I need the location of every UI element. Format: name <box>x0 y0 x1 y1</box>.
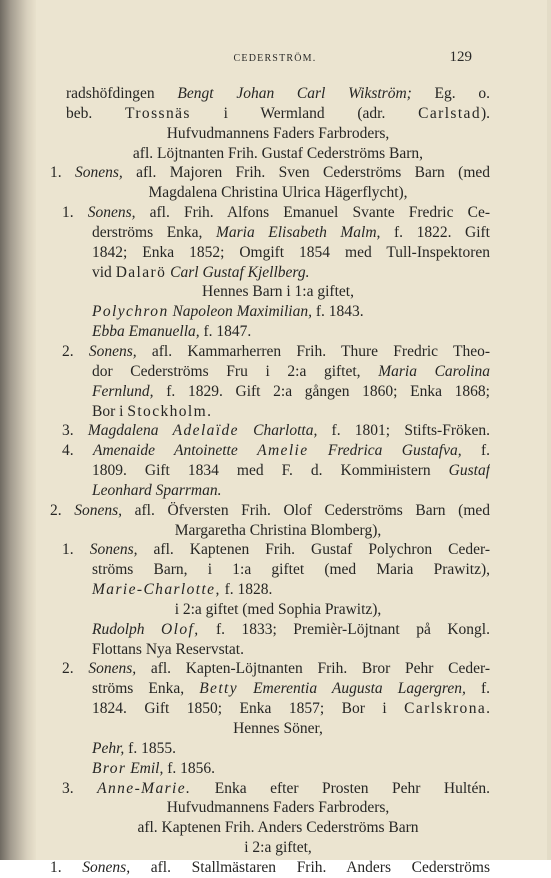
genealogy-text <box>50 84 490 878</box>
text-line: Magdalena Christina Ulrica Hägerflycht), <box>148 184 408 202</box>
text-line: 1842; Enka 1852; Omgift 1854 med Tull-Inspektoren <box>92 243 490 261</box>
text-line: vid Dalarö Carl Gustaf Kjellberg. <box>92 263 310 281</box>
text-line: Ebba Emanuella, f. 1847. <box>92 323 252 341</box>
text-line: 2. Sonens, afl. Kammarherren Frih. Thure Fredric Theo- <box>62 342 490 360</box>
text-line: 1. Sonens, afl. Majoren Frih. Sven Cederströms Barn (med <box>50 164 490 182</box>
text-line: Bor i Stockholm. <box>92 402 211 420</box>
text-line: radshöfdingen Bengt Johan Carl Wikström; Eg. o. <box>66 85 490 102</box>
text-line: 1809. Gift 1834 med F. d. Kommінistern Gustaf <box>92 462 490 480</box>
text-line: Marie-Charlotte, f. 1828. <box>92 581 273 599</box>
text-line: Rudolph Olof, f. 1833; Premièr-Löjtnant på Kongl. <box>92 620 490 638</box>
page-number: 129 <box>449 49 472 65</box>
text-line: 1. Sonens, afl. Kaptenen Frih. Gustaf Polychron Ceder- <box>62 541 490 559</box>
section-heading: Hennes Söner, <box>233 720 323 737</box>
text-line: 2. Sonens, afl. Öfversten Frih. Olof Cederströms Barn (med <box>50 501 490 519</box>
section-heading: Hufvudmannens Faders Farbroders, <box>166 124 390 142</box>
section-heading: i 2:a giftet (med Sophia Prawitz), <box>174 600 382 618</box>
text-line: Flottans Nya Reservstat. <box>92 640 244 658</box>
section-heading: Hufvudmannens Faders Farbroders, <box>166 799 390 817</box>
book-gutter-shadow <box>0 0 36 860</box>
section-heading: i 2:a giftet, <box>244 839 312 857</box>
running-head: CEDERSTRÖM. <box>233 53 317 64</box>
text-line: Bror Emil, f. 1856. <box>92 759 216 777</box>
text-line: 1. Sonens, afl. Frih. Alfons Emanuel Svante Fredric Ce- <box>62 204 490 222</box>
text-line: ströms Enka, Betty Emerentia Augusta Lagergren, f. <box>92 680 490 698</box>
text-line: 2. Sonens, afl. Kapten-Löjtnanten Frih. Bror Pehr Ceder- <box>62 660 490 678</box>
section-heading: afl. Löjtnanten Frih. Gustaf Cederströms Barn, <box>132 144 424 162</box>
text-line: 1824. Gift 1850; Enka 1857; Bor i Carlskrona. <box>92 700 490 718</box>
text-line: beb. Trossnäs i Wermland (adr. Carlstad). <box>66 104 490 122</box>
page-header <box>60 50 490 68</box>
section-heading: Hennes Barn i 1:a giftet, <box>202 283 354 301</box>
text-line: Polychron Napoleon Maximilian, f. 1843. <box>92 303 364 321</box>
text-line: derströms Enka, Maria Elisabeth Malm, f. 1822. Gift <box>92 223 490 241</box>
text-line: 3. Anne-Marie. Enka efter Prosten Pehr Hultén. <box>62 779 490 797</box>
page-edge <box>547 0 551 860</box>
text-line: 1. Sonens, afl. Stallmästaren Frih. Anders Cederströms <box>50 858 490 876</box>
text-line: Margaretha Christina Blomberg), <box>174 521 382 539</box>
text-line: Leonhard Sparrman. <box>92 481 222 499</box>
text-line: 3. Magdalena Adelaïde Charlotta, f. 1801; Stifts-Fröken. <box>62 422 490 440</box>
text-line: Pehr, f. 1855. <box>92 739 176 757</box>
text-line: Fernlund, f. 1829. Gift 2:a gången 1860; Enka 1868; <box>92 382 490 400</box>
text-line: ströms Barn, i 1:a giftet (med Maria Prawitz), <box>92 561 490 579</box>
text-line: dor Cederströms Fru i 2:a giftet, Maria Carolina <box>92 362 490 380</box>
section-heading: afl. Kaptenen Frih. Anders Cederströms Barn <box>137 819 419 837</box>
text-line: 4. Amenaide Antoinette Amelie Fredrica Gustafva, f. <box>62 442 490 460</box>
